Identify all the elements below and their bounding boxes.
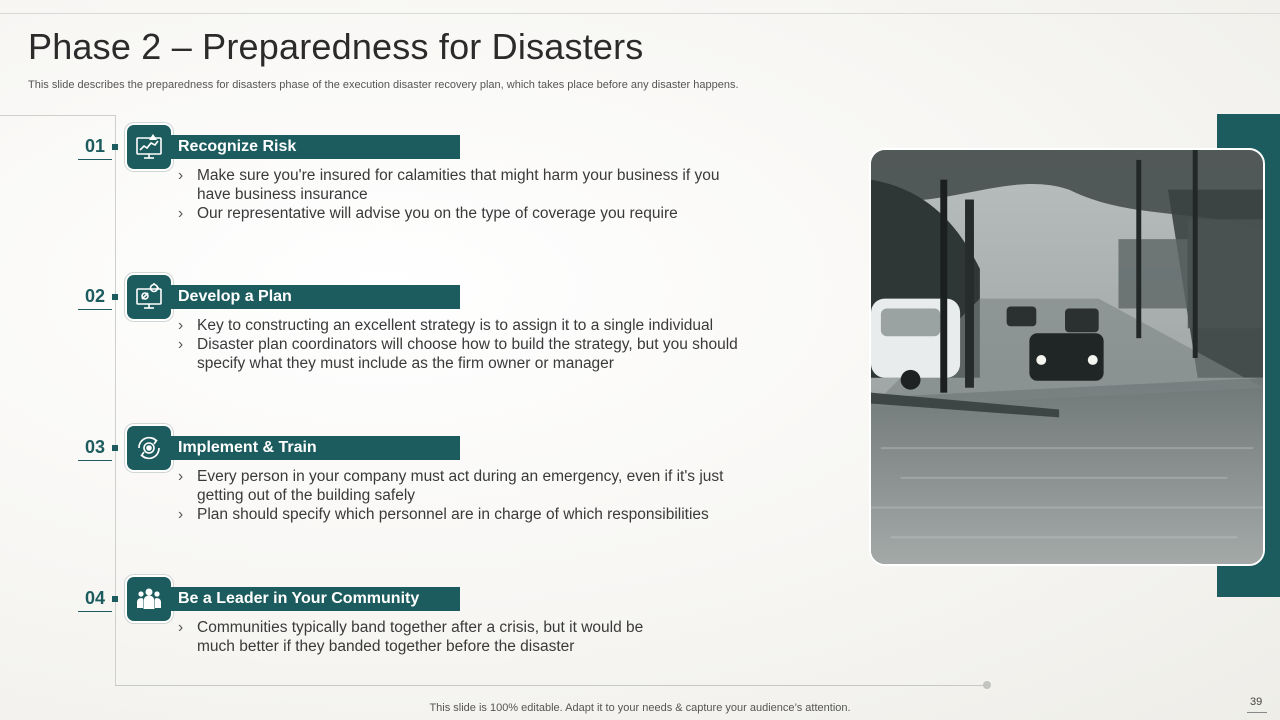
page-subtitle: This slide describes the preparedness for disasters phase of the execution disaster recovery plan, which takes place before any disaster happens. (28, 79, 739, 91)
page-number: 39 (1250, 696, 1263, 708)
step-item-1 (0, 135, 760, 265)
step-marker (112, 445, 118, 451)
step-marker (112, 144, 118, 150)
step-heading: Implement & Train (171, 436, 460, 460)
chevron-right-icon: › (178, 167, 184, 184)
frame-end-dot (983, 681, 991, 689)
cycle-target-icon (127, 426, 171, 470)
chevron-right-icon: › (178, 468, 184, 485)
step-number: 04 (78, 587, 112, 612)
chevron-right-icon: › (178, 336, 184, 353)
step-bullets (178, 316, 738, 373)
step-heading: Develop a Plan (171, 285, 460, 309)
top-divider (0, 13, 1280, 14)
footer-note: This slide is 100% editable. Adapt it to your needs & capture your audience’s attention. (429, 702, 851, 714)
chevron-right-icon: › (178, 506, 184, 523)
gear-monitor-icon (127, 275, 171, 319)
page-title: Phase 2 – Preparedness for Disasters (28, 26, 644, 67)
step-bullets (178, 618, 648, 656)
chevron-right-icon: › (178, 619, 184, 636)
bullet-item: › Plan should specify which personnel are in charge of which responsibilities (178, 506, 709, 523)
chevron-right-icon: › (178, 317, 184, 334)
bullet-item: › Make sure you're insured for calamities that might harm your business if you have business insurance (178, 167, 720, 203)
step-number: 03 (78, 436, 112, 461)
page-number-underline (1247, 712, 1267, 713)
bullet-item: › Our representative will advise you on the type of coverage you require (178, 205, 678, 222)
step-item-4 (0, 587, 760, 717)
step-marker (112, 294, 118, 300)
frame-top-line (0, 115, 116, 116)
bullet-item: › Communities typically band together after a crisis, but it would be much better if they banded together before the disaster (178, 619, 644, 655)
bullet-item: › Every person in your company must act during an emergency, even if it's just getting out of the building safely (178, 468, 724, 504)
step-number: 02 (78, 285, 112, 310)
step-bullets (178, 166, 738, 223)
step-marker (112, 596, 118, 602)
step-number: 01 (78, 135, 112, 160)
step-heading: Be a Leader in Your Community (171, 587, 460, 611)
bullet-item: › Disaster plan coordinators will choose how to build the strategy, but you should specify what they must include as the firm owner or manager (178, 336, 738, 372)
community-group-icon (127, 577, 171, 621)
step-heading: Recognize Risk (171, 135, 460, 159)
step-item-3 (0, 436, 760, 566)
step-bullets (178, 467, 738, 524)
flooded-street-photo (869, 148, 1265, 566)
chevron-right-icon: › (178, 205, 184, 222)
bullet-item: › Key to constructing an excellent strategy is to assign it to a single individual (178, 317, 714, 334)
step-item-2 (0, 285, 760, 415)
risk-monitor-icon (127, 125, 171, 169)
